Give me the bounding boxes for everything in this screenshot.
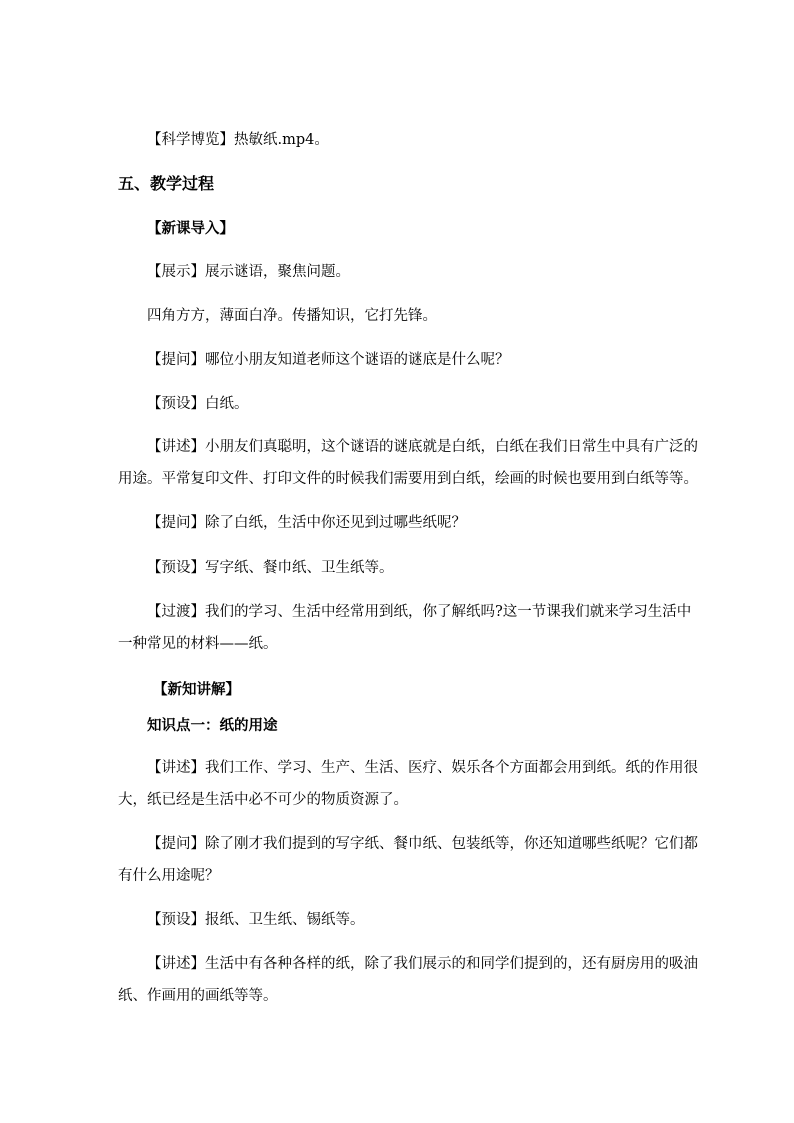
intro-heading: 【新课导入】 — [147, 220, 234, 237]
knowledge-point-heading: 知识点一：纸的用途 — [147, 717, 278, 734]
paragraph-question-3-line-1: 【提问】除了刚才我们提到的写字纸、餐巾纸、包装纸等，你还知道哪些纸呢？它们都 — [147, 836, 698, 852]
paragraph-explain-2-line-1: 【讲述】我们工作、学习、生产、生活、医疗、娱乐各个方面都会用到纸。纸的作用很 — [147, 760, 698, 776]
paragraph-explain-1-line-1: 【讲述】小朋友们真聪明，这个谜语的谜底就是白纸，白纸在我们日常生中具有广泛的 — [147, 439, 698, 455]
paragraph-explain-3-line-1: 【讲述】生活中有各种各样的纸，除了我们展示的和同学们提到的，还有厨房用的吸油 — [147, 956, 698, 972]
paragraph-explain-3-line-2: 纸、作画用的画纸等等。 — [118, 988, 278, 1004]
paragraph-explain-2-line-2: 大，纸已经是生活中必不可少的物质资源了。 — [118, 792, 408, 808]
paragraph-explain-1-line-2: 用途。平常复印文件、打印文件的时候我们需要用到白纸，绘画的时候也要用到白纸等等。 — [118, 471, 698, 487]
paragraph-preset-3: 【预设】报纸、卫生纸、锡纸等。 — [147, 912, 365, 928]
paragraph-transition-line-2: 一种常见的材料——纸。 — [118, 636, 278, 652]
paragraph-question-2: 【提问】除了白纸，生活中你还见到过哪些纸呢？ — [147, 515, 466, 531]
paragraph-show: 【展示】展示谜语，聚焦问题。 — [147, 264, 350, 280]
paragraph-preset-1: 【预设】白纸。 — [147, 396, 249, 412]
section-heading: 五、教学过程 — [118, 174, 215, 193]
resource-line: 【科学博览】热敏纸.mp4。 — [147, 132, 329, 148]
riddle-text: 四角方方，薄面白净。传播知识，它打先锋。 — [147, 308, 437, 324]
paragraph-transition-line-1: 【过渡】我们的学习、生活中经常用到纸，你了解纸吗?这一节课我们就来学习生活中 — [147, 604, 692, 620]
paragraph-question-3-line-2: 有什么用途呢？ — [118, 868, 220, 884]
paragraph-preset-2: 【预设】写字纸、餐巾纸、卫生纸等。 — [147, 560, 394, 576]
new-knowledge-heading: 【新知讲解】 — [153, 681, 240, 698]
paragraph-question-1: 【提问】哪位小朋友知道老师这个谜语的谜底是什么呢？ — [147, 352, 510, 368]
